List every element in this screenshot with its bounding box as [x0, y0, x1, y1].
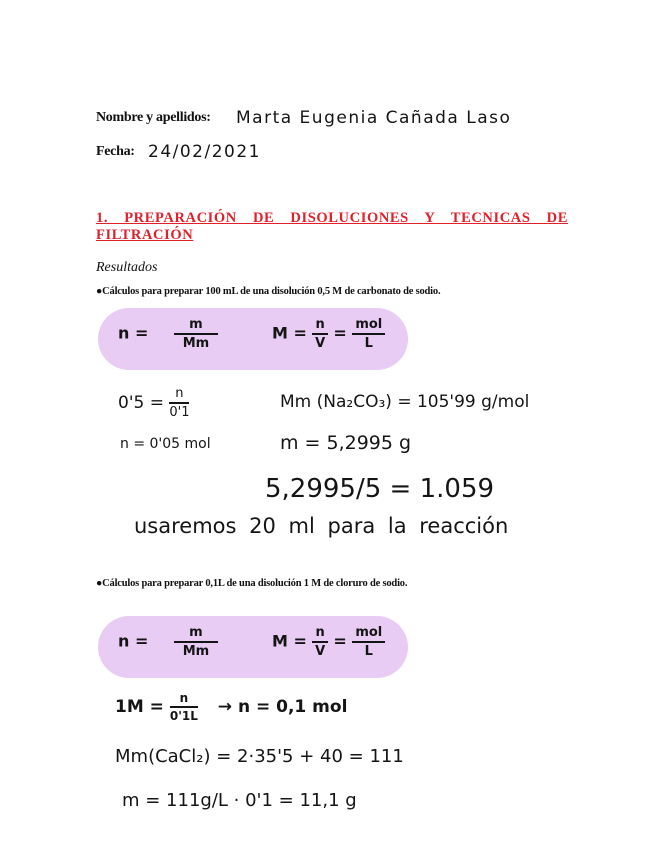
bullet-part1: ●Cálculos para preparar 100 mL de una disolución 0,5 M de carbonato de sodio. — [96, 286, 441, 297]
calc-2-part2: Mm(CaCl₂) = 2·35'5 + 40 = 111 — [115, 746, 404, 767]
calc-1-part2: 1M = $\frac{n}{0'1L}$ → n = 0,1 mol — [115, 691, 348, 723]
formula-n-2: n = $\frac{m}{Mm}$ — [118, 626, 218, 658]
calc-1-part1: 0'5 = $\frac{n}{0'1}$ — [118, 386, 190, 420]
calc-5-part1: 5,2995/5 = 1.059 — [265, 474, 495, 504]
calc-2-part1: Mm (Na₂CO₃) = 105'99 g/mol — [280, 392, 530, 412]
date-value: 24/02/2021 — [148, 142, 261, 162]
calc-3-part2: m = 111g/L · 0'1 = 11,1 g — [122, 790, 357, 811]
section-heading: 1. PREPARACIÓN DE DISOLUCIONES Y TECNICAS DE FILTRACIÓN — [96, 210, 568, 243]
formula-n-1: n = $\frac{m}{Mm}$ — [118, 318, 218, 350]
formula-M-1: M = $\frac{n}{V}$ = $\frac{\text{mol}}{L}$ — [272, 318, 385, 350]
name-label: Nombre y apellidos: — [96, 110, 211, 125]
name-value: Marta Eugenia Cañada Laso — [236, 108, 512, 128]
bullet-part2: ●Cálculos para preparar 0,1L de una disolución 1 M de cloruro de sodio. — [96, 578, 408, 589]
calc-6-part1: usaremos 20 ml para la reacción — [134, 514, 509, 538]
formula-M-2: M = $\frac{n}{V}$ = $\frac{\text{mol}}{L}$ — [272, 626, 385, 658]
calc-4-part1: m = 5,2995 g — [280, 432, 412, 454]
calc-3-part1: n = 0'05 mol — [120, 436, 211, 452]
results-label: Resultados — [96, 260, 158, 275]
date-label: Fecha: — [96, 144, 135, 159]
